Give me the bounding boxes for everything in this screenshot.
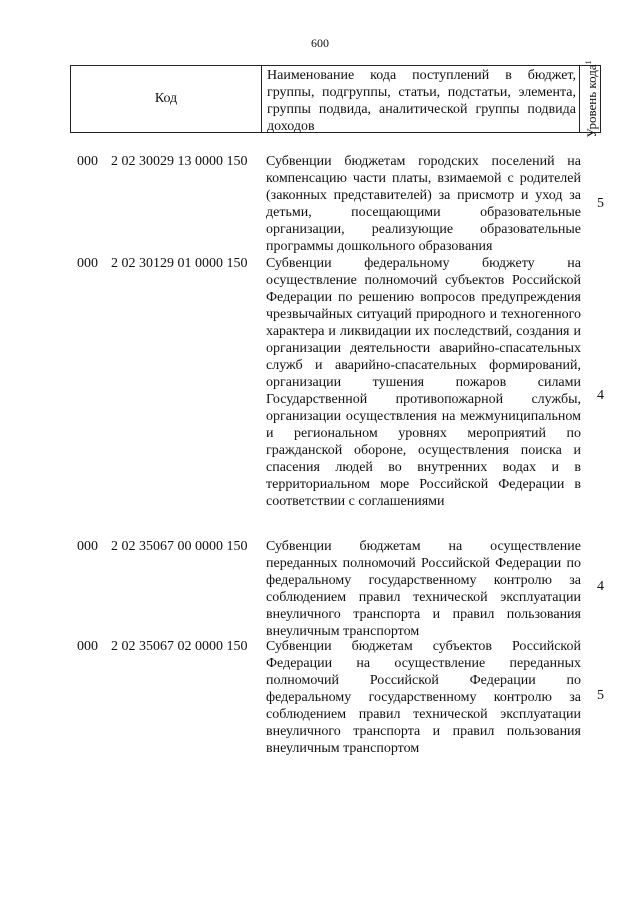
header-level-footnote: 1 [583,60,593,65]
header-name-label: Наименование кода поступлений в бюджет, группы, подгруппы, статьи, подстатьи, элемента, группы подвида, аналитической группы подвида доходов [267,68,576,134]
row-code: 2 02 35067 00 0000 150 [111,539,248,554]
row-code-prefix: 000 [77,154,98,169]
row-level: 5 [597,196,604,211]
row-code-prefix: 000 [77,539,98,554]
header-level-cell [580,60,600,138]
row-code: 2 02 30029 13 0000 150 [111,154,248,169]
row-name: Субвенции бюджетам на осуществление переданных полномочий Российской Федерации по федеральному государственному контролю за соблюдением правил технической эксплуатации внеуличного транспорта и правил пользования внеуличным транспортом [266,539,581,639]
row-code-prefix: 000 [77,256,98,271]
row-code: 2 02 35067 02 0000 150 [111,639,248,654]
header-level-rotated [582,60,598,137]
header-name-cell [262,66,580,132]
row-name: Субвенции бюджетам городских поселений на компенсацию части платы, взимаемой с родителей (законных представителей) за присмотр и уход за детьми, посещающими образовательные организации, реализующие образовательные программы дошкольного образования [266,154,581,254]
row-level: 5 [597,688,604,703]
row-code: 2 02 30129 01 0000 150 [111,256,248,271]
page-number: 600 [311,36,329,50]
header-code-cell [71,66,262,132]
row-name: Субвенции бюджетам субъектов Российской Федерации на осуществление переданных полномочий Российской Федерации по федеральному государственному контролю за соблюдением правил технической эксплуатации внеуличного транспорта и правил пользования внеуличным транспортом [266,639,581,756]
row-level: 4 [597,388,604,403]
row-code-prefix: 000 [77,639,98,654]
header-level-label: Уровень кода [584,64,600,138]
table-header [70,60,601,138]
row-name: Субвенции федеральному бюджету на осуществление полномочий субъектов Российской Федерации по решению вопросов предупреждения чрезвычайных ситуаций природного и техногенного характера и ликвидации их последствий, создания и организации деятельности аварийно-спасательных служб и аварийно-спасательных формирований, организации тушения пожаров силами Государственной противопожарной службы, организации осуществления на межмуниципальном и региональном уровнях мероприятий по гражданской обороне, осуществления поиска и спасения людей во внутренних водах и в территориальном море Российской Федерации в соответствии с соглашениями [266,256,581,509]
row-level: 4 [597,579,604,594]
header-code-label: Код [154,91,178,106]
